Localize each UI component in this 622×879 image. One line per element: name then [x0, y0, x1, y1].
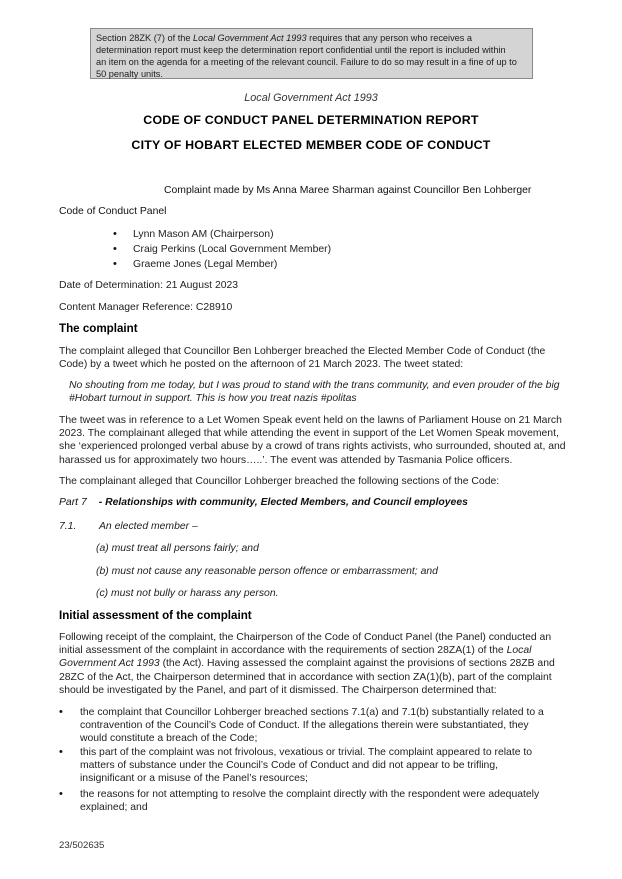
determination-bullet-2: [80, 746, 585, 786]
section-heading-initial-assessment: Initial assessment of the complaint: [59, 609, 252, 622]
bullet-line: contravention of the Council’s Code of Conduct. If the allegations therein were substantiated, they: [80, 720, 529, 732]
clause-number: 7.1.: [59, 521, 77, 532]
report-subtitle: CITY OF HOBART ELECTED MEMBER CODE OF CONDUCT: [131, 138, 491, 152]
clause-sub-a: (a) must treat all persons fairly; and: [96, 543, 259, 554]
document-reference-footer: 23/502635: [59, 840, 105, 851]
notice-text: requires that any person who receives a: [306, 33, 473, 43]
bullet-line: would constitute a breach of the Code;: [80, 733, 258, 745]
determination-bullet-1: [80, 706, 585, 746]
bullet-line: insignificant or a misuse of the Panel’s resources;: [80, 773, 308, 785]
paragraph-line: The complaint alleged that Councillor Ben Lohberger breached the Elected Member Code of Conduct (the: [59, 346, 546, 357]
date-of-determination: Date of Determination: 21 August 2023: [59, 280, 239, 291]
notice-line-3: an item on the agenda for a meeting of the relevant council. Failure to do so may result in a fine of up to: [96, 57, 517, 67]
code-part-heading: [59, 497, 468, 508]
notice-line-4: 50 penalty units.: [96, 69, 163, 79]
complaint-parties: Complaint made by Ms Anna Maree Sharman against Councillor Ben Lohberger: [164, 185, 532, 196]
notice-line-2: determination report must keep the determination report confidential until the report is included within: [96, 45, 506, 55]
paragraph-line: [59, 644, 579, 657]
paragraph-act-name: Local: [506, 645, 532, 657]
paragraph-line: she ‘experienced prolonged verbal abuse by a crowd of trans rights activists, who surrounded, shouted at, and: [59, 441, 566, 453]
panel-member: • Lynn Mason AM (Chairperson): [133, 229, 274, 240]
confidentiality-notice: [90, 28, 533, 79]
notice-text: Section 28ZK (7) of the: [96, 33, 194, 43]
report-title: CODE OF CONDUCT PANEL DETERMINATION REPORT: [143, 113, 479, 127]
bullet-line: • this part of the complaint was not frivolous, vexatious or trivial. The complaint appeared to relate to: [80, 747, 533, 758]
paragraph-text: (the Act). Having assessed the complaint against the provisions of sections 28ZB and: [159, 658, 555, 670]
complaint-paragraph-2: [59, 414, 579, 467]
bullet-line: • the complaint that Councillor Lohberger breached sections 7.1(a) and 7.1(b) substantially related to a: [80, 707, 544, 718]
tweet-quote: [69, 379, 579, 405]
paragraph-act-name: Government Act 1993: [59, 658, 160, 670]
clause-sub-b: (b) must not cause any reasonable person offence or embarrassment; and: [96, 566, 438, 577]
notice-act-name: Local Government Act 1993: [193, 33, 307, 43]
paragraph-line: 28ZC of the Act, the Chairperson determined that in accordance with section ZA(1)(b), part of the complaint: [59, 671, 552, 683]
clause-text: An elected member –: [99, 521, 198, 532]
quote-line: No shouting from me today, but I was proud to stand with the trans community, and even prouder of the big: [69, 380, 560, 391]
part-title: - Relationships with community, Elected Members, and Council employees: [98, 497, 468, 508]
part-label: Part 7: [59, 497, 87, 508]
complaint-paragraph-1: [59, 345, 579, 371]
content-manager-reference: Content Manager Reference: C28910: [59, 302, 233, 313]
bullet-line: • the reasons for not attempting to resolve the complaint directly with the respondent were adequately: [80, 789, 540, 800]
quote-line: #Hobart turnout in support. This is how you treat nazis #politas: [69, 393, 357, 405]
paragraph-line: [59, 657, 579, 670]
paragraph-line: should be investigated by the Panel, and part of it dismissed. The Chairperson determined that:: [59, 684, 497, 696]
paragraph-line: Code) by a tweet which he posted on the afternoon of 21 March 2023. The tweet stated:: [59, 359, 464, 371]
assessment-paragraph: [59, 631, 579, 697]
clause-sub-c: (c) must not bully or harass any person.: [96, 588, 279, 599]
paragraph-text: initial assessment of the complaint in accordance with the requirements of section 28ZA(1) of the: [59, 645, 507, 657]
determination-bullet-3: [80, 788, 585, 814]
bullet-line: explained; and: [80, 802, 148, 814]
panel-member: • Craig Perkins (Local Government Member): [133, 244, 331, 255]
section-heading-complaint: The complaint: [59, 322, 138, 335]
notice-line-1: [96, 32, 527, 44]
panel-heading: Code of Conduct Panel: [59, 206, 167, 217]
panel-member: • Graeme Jones (Legal Member): [133, 259, 277, 270]
complaint-paragraph-3: The complainant alleged that Councillor Lohberger breached the following sections of the Code:: [59, 476, 500, 487]
paragraph-line: 2023. The complainant alleged that while attending the event in support of the Let Women Speak movement,: [59, 428, 559, 440]
act-name: Local Government Act 1993: [244, 92, 378, 104]
bullet-line: matters of substance under the Council’s Code of Conduct and did not appear to be trifling,: [80, 760, 498, 772]
paragraph-line: harassed us for approximately two hours…..’. The event was attended by Tasmania Police officers.: [59, 454, 513, 466]
paragraph-line: Following receipt of the complaint, the Chairperson of the Code of Conduct Panel (the Panel) conducted an: [59, 632, 552, 643]
paragraph-line: The tweet was in reference to a Let Women Speak event held on the lawns of Parliament House on 21 March: [59, 415, 562, 426]
